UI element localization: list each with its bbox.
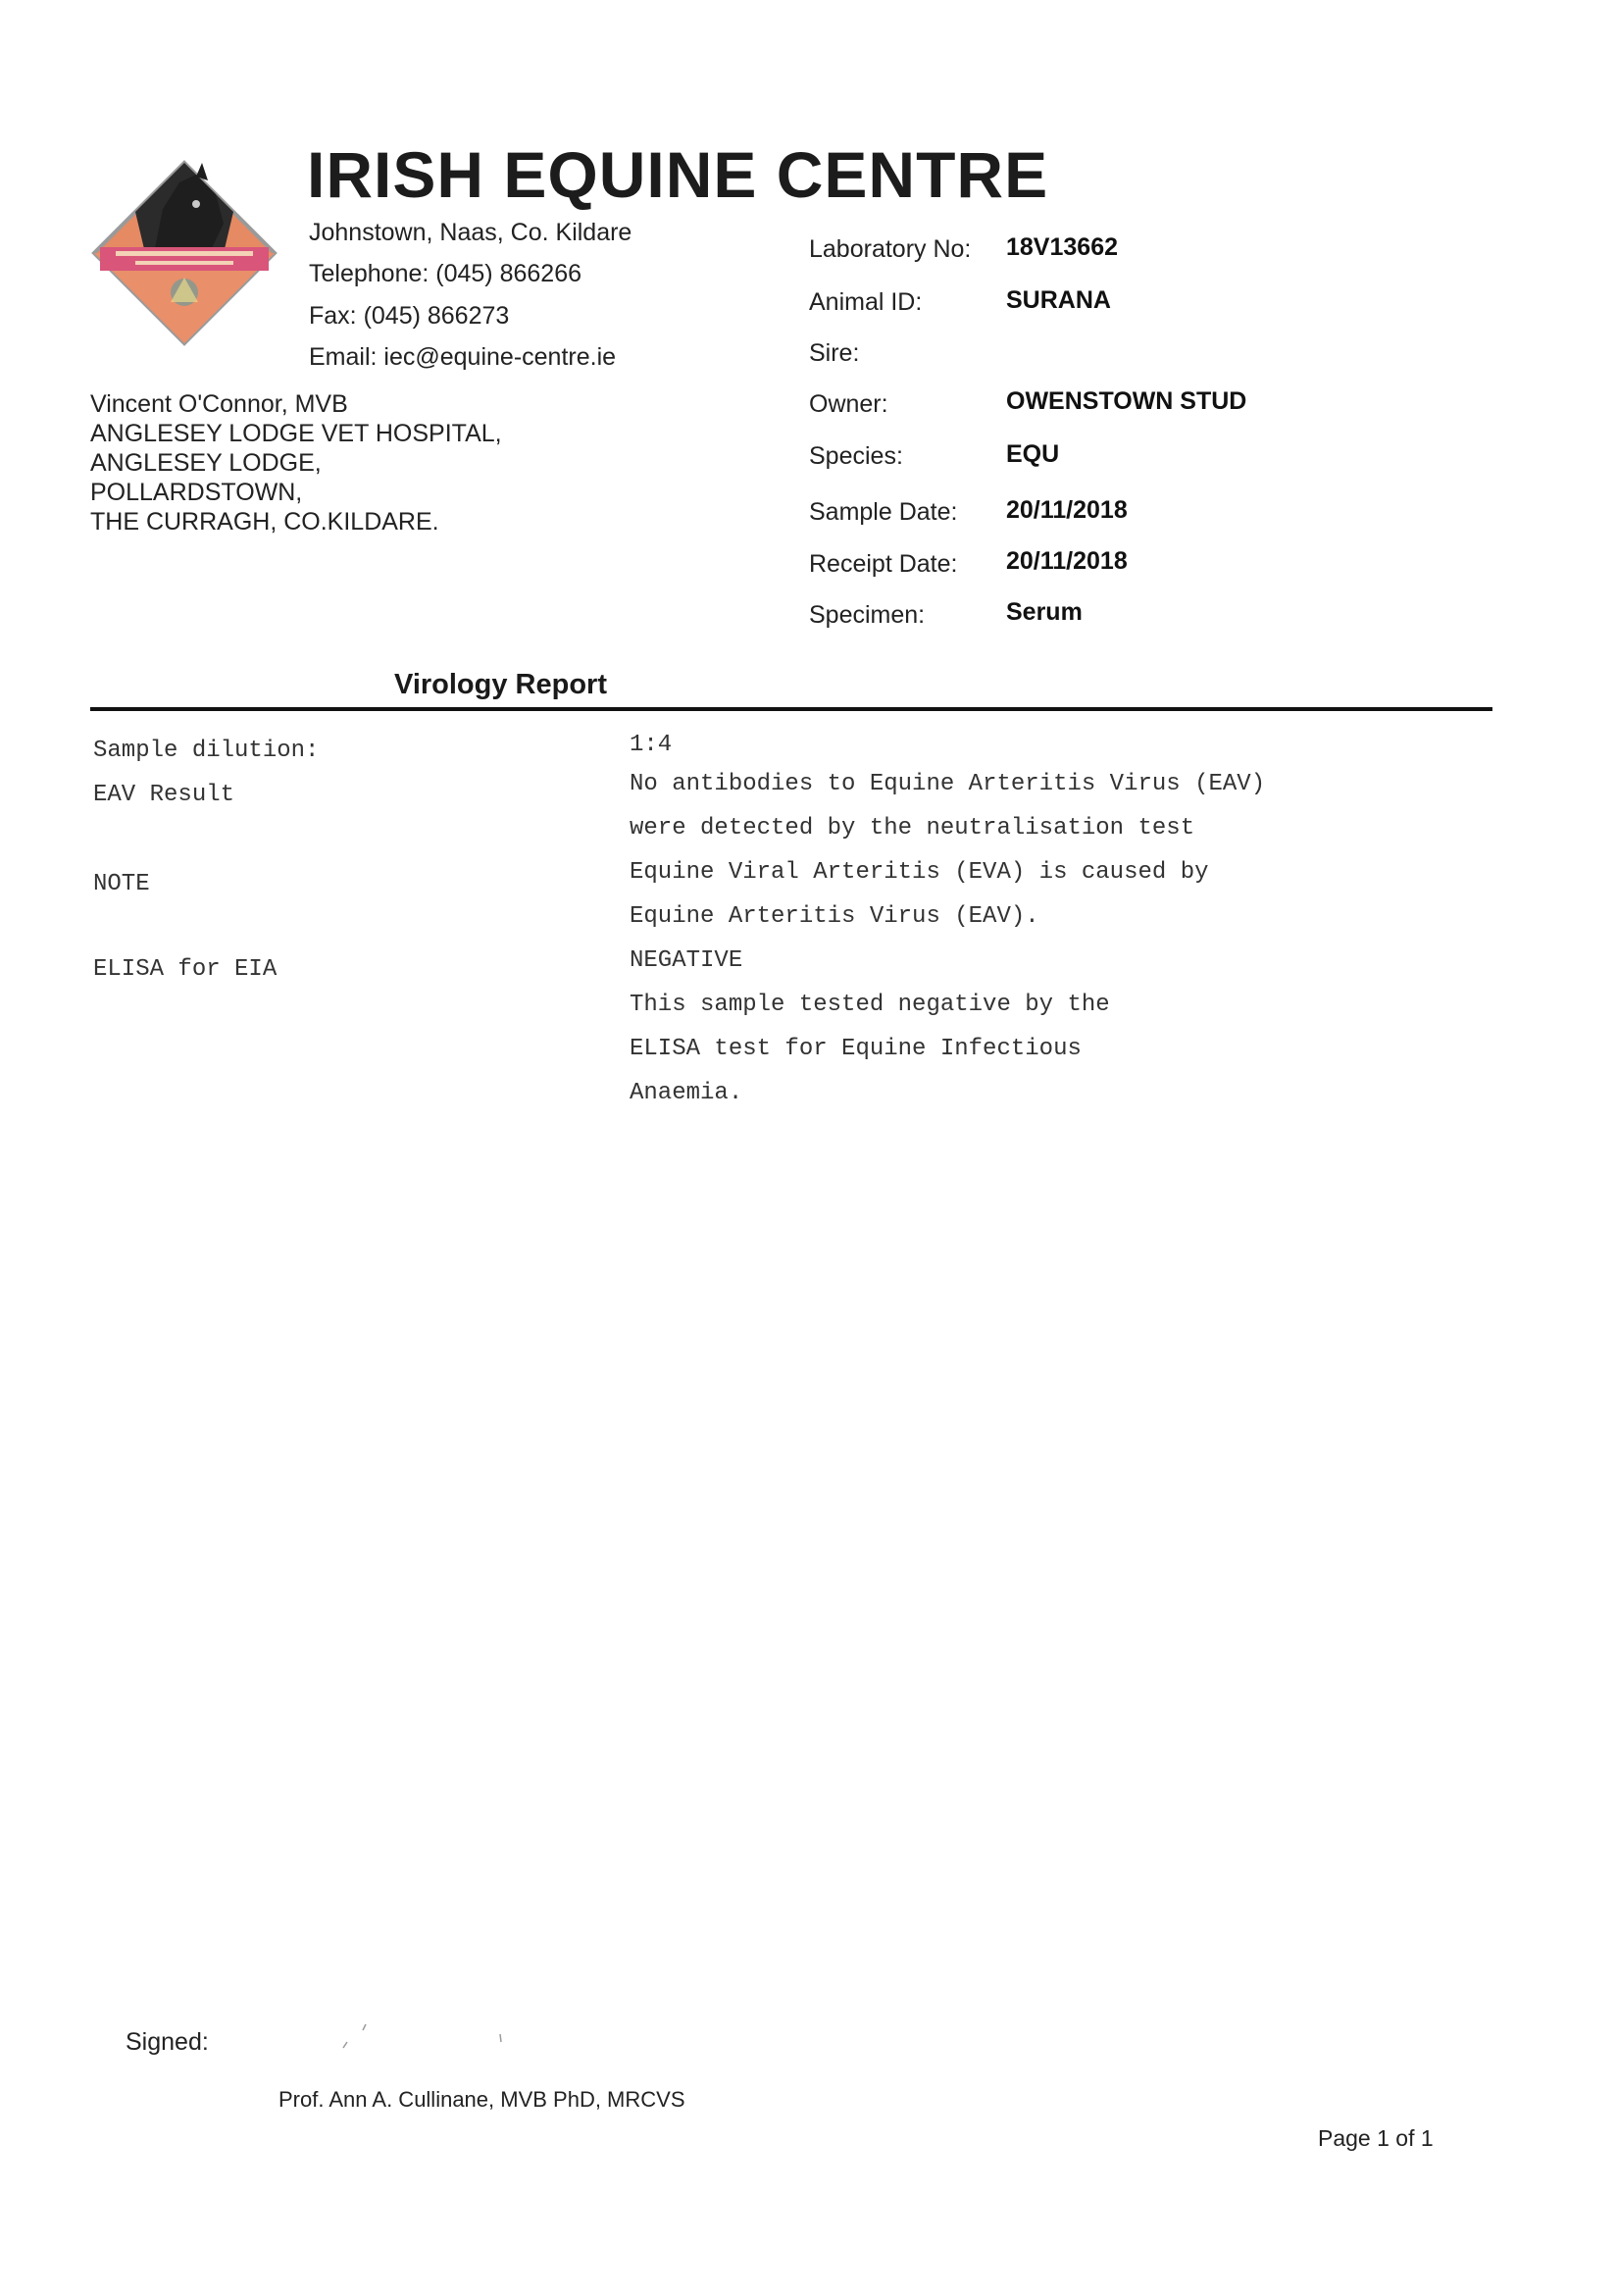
report-divider [90, 707, 1492, 711]
centre-fax: Fax: (045) 866273 [309, 302, 510, 330]
laboratory-no-label: Laboratory No: [809, 235, 972, 263]
sample-dilution-label: Sample dilution: [93, 738, 320, 764]
signature-mark [333, 2018, 530, 2058]
elisa-eia-result: NEGATIVE [630, 947, 743, 974]
owner-value: OWENSTOWN STUD [1006, 387, 1247, 415]
sample-date-label: Sample Date: [809, 498, 958, 526]
elisa-eia-line: This sample tested negative by the [630, 992, 1110, 1018]
animal-id-label: Animal ID: [809, 288, 923, 316]
eav-result-label: EAV Result [93, 782, 235, 808]
note-label: NOTE [93, 871, 150, 897]
eav-result-line: were detected by the neutralisation test [630, 815, 1195, 842]
irish-equine-centre-logo [86, 155, 282, 351]
signatory-name: Prof. Ann A. Cullinane, MVB PhD, MRCVS [278, 2087, 685, 2112]
note-line: Equine Arteritis Virus (EAV). [630, 903, 1039, 930]
sample-date-value: 20/11/2018 [1006, 496, 1128, 524]
owner-label: Owner: [809, 390, 888, 418]
elisa-eia-line: ELISA test for Equine Infectious [630, 1036, 1082, 1062]
species-value: EQU [1006, 440, 1060, 468]
receipt-date-label: Receipt Date: [809, 550, 958, 578]
elisa-eia-line: Anaemia. [630, 1080, 743, 1106]
recipient-address-line: ANGLESEY LODGE, [90, 449, 322, 477]
signed-label: Signed: [126, 2028, 209, 2056]
recipient-address-line: POLLARDSTOWN, [90, 479, 303, 506]
elisa-eia-label: ELISA for EIA [93, 956, 278, 983]
centre-name: IRISH EQUINE CENTRE [307, 138, 1049, 211]
specimen-label: Specimen: [809, 601, 926, 629]
page-number: Page 1 of 1 [1318, 2125, 1434, 2151]
sample-dilution-value: 1:4 [630, 732, 673, 758]
recipient-address-line: ANGLESEY LODGE VET HOSPITAL, [90, 420, 502, 447]
receipt-date-value: 20/11/2018 [1006, 547, 1128, 575]
species-label: Species: [809, 442, 903, 470]
centre-telephone: Telephone: (045) 866266 [309, 260, 582, 287]
centre-email[interactable]: Email: iec@equine-centre.ie [309, 343, 617, 371]
note-line: Equine Viral Arteritis (EVA) is caused by [630, 859, 1209, 886]
animal-id-value: SURANA [1006, 286, 1111, 314]
eav-result-line: No antibodies to Equine Arteritis Virus (EAV) [630, 771, 1266, 797]
centre-address: Johnstown, Naas, Co. Kildare [309, 219, 632, 246]
recipient-address-line: THE CURRAGH, CO.KILDARE. [90, 508, 439, 536]
laboratory-no-value: 18V13662 [1006, 233, 1119, 261]
report-title: Virology Report [394, 669, 607, 700]
specimen-value: Serum [1006, 598, 1083, 626]
sire-label: Sire: [809, 339, 860, 367]
recipient-name: Vincent O'Connor, MVB [90, 390, 348, 418]
